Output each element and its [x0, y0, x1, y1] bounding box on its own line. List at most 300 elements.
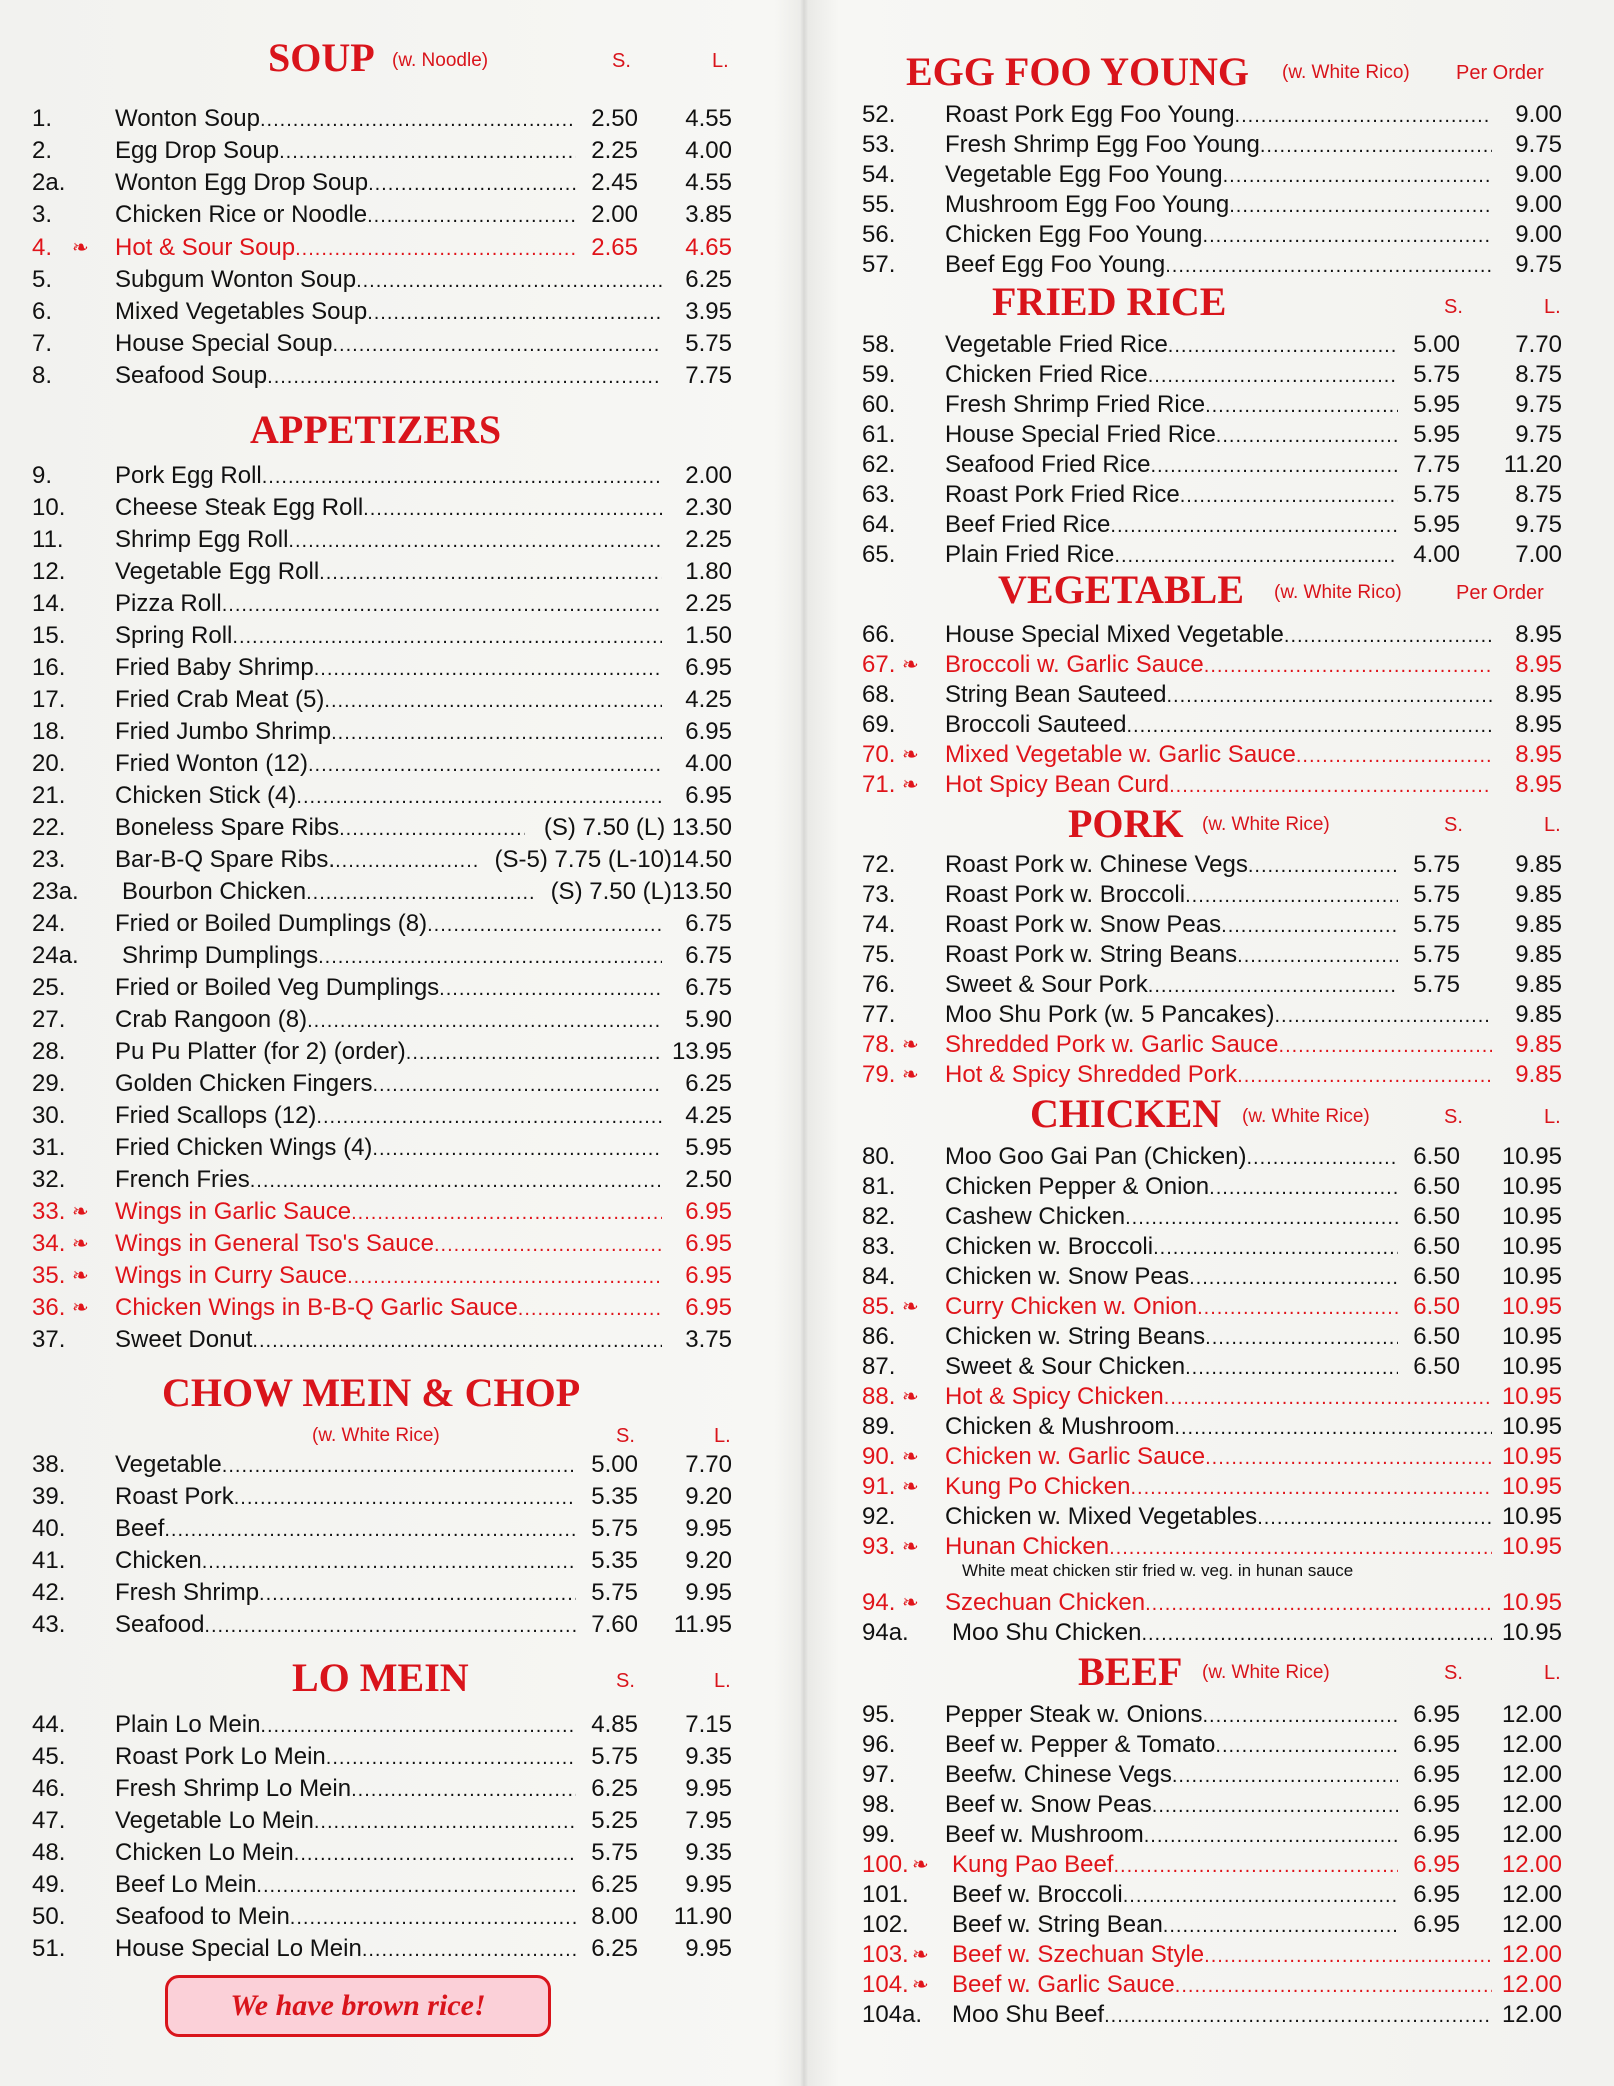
menu-item[interactable]	[862, 1202, 1566, 1232]
menu-item[interactable]	[32, 1069, 732, 1099]
price-large: 9.20	[685, 1547, 732, 1574]
dot-leader	[296, 782, 662, 812]
menu-item[interactable]	[32, 1546, 732, 1576]
item-name-line	[115, 1261, 662, 1292]
menu-item[interactable]	[862, 1142, 1566, 1172]
item-name: Beef w. Pepper & Tomato	[945, 1731, 1216, 1758]
chili-pepper-icon: ❧	[912, 1974, 929, 1996]
menu-item[interactable]	[32, 1325, 732, 1355]
menu-item[interactable]	[862, 1030, 1566, 1060]
price: 12.00	[1501, 1941, 1562, 1968]
menu-item[interactable]	[862, 1382, 1566, 1412]
item-name: Vegetable Egg Roll	[115, 558, 320, 585]
size-small-label: S.	[1444, 1106, 1463, 1128]
price-small: 7.60	[591, 1611, 638, 1638]
dot-leader	[1279, 1031, 1492, 1061]
item-number: 98.	[862, 1791, 896, 1818]
price-large: 10.95	[1501, 1353, 1562, 1380]
menu-item[interactable]	[32, 104, 732, 134]
price: 9.75	[1515, 131, 1562, 158]
item-name: Fried Jumbo Shrimp	[115, 718, 332, 745]
item-number: 86.	[862, 1323, 896, 1350]
menu-item[interactable]	[862, 100, 1566, 130]
price-small: 6.50	[1413, 1263, 1460, 1290]
menu-item[interactable]	[32, 941, 732, 971]
item-number: 94.	[862, 1589, 896, 1616]
menu-item[interactable]	[862, 160, 1566, 190]
menu-item[interactable]	[862, 650, 1566, 680]
item-name: French Fries	[115, 1166, 250, 1193]
item-name: Chicken w. Snow Peas	[945, 1263, 1190, 1290]
menu-item[interactable]	[32, 1261, 732, 1291]
menu-item[interactable]	[32, 1165, 732, 1195]
dot-leader	[308, 750, 662, 780]
item-name-line	[952, 1910, 1398, 1941]
size-small-label: S.	[616, 1670, 635, 1692]
item-name: Beef w. Broccoli	[952, 1881, 1123, 1908]
price-small: 6.95	[1413, 1701, 1460, 1728]
item-name-line	[945, 650, 1492, 681]
item-number: 56.	[862, 221, 896, 248]
menu-item[interactable]	[32, 557, 732, 587]
menu-item[interactable]	[862, 1820, 1566, 1850]
price: 10.95	[1501, 1619, 1562, 1646]
item-name: Chicken & Mushroom	[945, 1413, 1175, 1440]
menu-item[interactable]	[862, 1262, 1566, 1292]
item-name: Beef w. Snow Peas	[945, 1791, 1152, 1818]
menu-item[interactable]	[32, 749, 732, 779]
item-name: Mixed Vegetables Soup	[115, 298, 368, 325]
menu-item[interactable]	[862, 540, 1566, 570]
item-name: Kung Po Chicken	[945, 1473, 1131, 1500]
menu-item[interactable]	[32, 1229, 732, 1259]
dot-leader	[1215, 1731, 1398, 1761]
item-name-line	[945, 420, 1398, 451]
item-name-line	[115, 1578, 576, 1609]
section-title: VEGETABLE	[998, 567, 1244, 612]
menu-item[interactable]	[32, 361, 732, 391]
item-name: Sweet & Sour Chicken	[945, 1353, 1186, 1380]
price: 5.95	[685, 1134, 732, 1161]
dot-leader	[1169, 771, 1492, 801]
price-large: 10.95	[1501, 1293, 1562, 1320]
dot-leader	[290, 1903, 576, 1933]
menu-item[interactable]	[32, 845, 732, 875]
item-name: Seafood Fried Rice	[945, 451, 1151, 478]
menu-item[interactable]	[32, 1934, 732, 1964]
page-fold	[800, 0, 808, 2086]
dot-leader	[222, 1451, 576, 1481]
item-number: 43.	[32, 1611, 66, 1638]
item-number: 89.	[862, 1413, 896, 1440]
item-number: 20.	[32, 750, 66, 777]
item-number: 44.	[32, 1711, 66, 1738]
menu-item[interactable]	[862, 450, 1566, 480]
menu-item[interactable]	[32, 136, 732, 166]
menu-item[interactable]	[32, 813, 732, 843]
item-number: 104a.	[862, 2001, 923, 2028]
item-name-line	[945, 1352, 1398, 1383]
item-name-line	[115, 1229, 662, 1260]
price-large: 9.20	[685, 1483, 732, 1510]
item-number: 72.	[862, 851, 896, 878]
item-number: 2.	[32, 137, 53, 164]
menu-item[interactable]	[32, 781, 732, 811]
section-note: (w. White Rico)	[1274, 582, 1402, 603]
item-name-line	[115, 557, 662, 588]
item-number: 37.	[32, 1326, 66, 1353]
item-number: 83.	[862, 1233, 896, 1260]
item-number: 6.	[32, 298, 53, 325]
section-note: (w. Noodle)	[392, 50, 489, 71]
menu-item[interactable]	[32, 1037, 732, 1067]
item-number: 48.	[32, 1839, 66, 1866]
price-small: 6.95	[1413, 1791, 1460, 1818]
item-name: Shrimp Egg Roll	[115, 526, 289, 553]
item-name: Roast Pork	[115, 1483, 234, 1510]
chili-pepper-icon: ❧	[902, 1034, 919, 1056]
item-name: Roast Pork Fried Rice	[945, 481, 1180, 508]
menu-item[interactable]	[862, 620, 1566, 650]
item-name: Chicken Pepper & Onion	[945, 1173, 1210, 1200]
dot-leader	[1126, 711, 1492, 741]
menu-item[interactable]	[862, 1532, 1566, 1562]
menu-item[interactable]	[32, 1838, 732, 1868]
price-large: 10.95	[1501, 1233, 1562, 1260]
item-name: Roast Pork w. Chinese Vegs	[945, 851, 1248, 878]
item-name: Sweet & Sour Pork	[945, 971, 1148, 998]
menu-item[interactable]	[862, 1060, 1566, 1090]
price-small: 2.50	[591, 105, 638, 132]
dot-leader	[1235, 101, 1492, 131]
menu-item[interactable]	[862, 1850, 1566, 1880]
item-name-line	[945, 1588, 1492, 1619]
menu-item[interactable]	[862, 420, 1566, 450]
item-name: Chicken w. String Beans	[945, 1323, 1206, 1350]
menu-item[interactable]	[862, 190, 1566, 220]
item-name-line	[115, 233, 576, 264]
menu-item[interactable]	[32, 1293, 732, 1323]
dot-leader	[331, 718, 662, 748]
menu-item[interactable]	[862, 1412, 1566, 1442]
menu-item[interactable]	[32, 297, 732, 327]
item-number: 52.	[862, 101, 896, 128]
price-small: 5.75	[1413, 941, 1460, 968]
item-name: Roast Pork Egg Foo Young	[945, 101, 1235, 128]
menu-item[interactable]	[862, 1760, 1566, 1790]
item-name: Beef	[115, 1515, 165, 1542]
item-number: 70.	[862, 741, 896, 768]
section-header-soup	[32, 35, 732, 80]
menu-item[interactable]	[862, 330, 1566, 360]
menu-item[interactable]	[32, 525, 732, 555]
price-small: 6.50	[1413, 1353, 1460, 1380]
dot-leader	[372, 1070, 662, 1100]
price-small: 6.50	[1413, 1293, 1460, 1320]
menu-item[interactable]	[32, 265, 732, 295]
item-name: Plain Lo Mein	[115, 1711, 261, 1738]
menu-item[interactable]	[862, 1730, 1566, 1760]
item-name-line	[945, 1172, 1398, 1203]
menu-item[interactable]	[862, 1172, 1566, 1202]
price-large: 9.95	[685, 1775, 732, 1802]
section-title: PORK	[1068, 801, 1184, 846]
item-number: 42.	[32, 1579, 66, 1606]
item-number: 35.	[32, 1262, 66, 1289]
item-name-line	[115, 1710, 576, 1741]
menu-item[interactable]	[32, 1133, 732, 1163]
dot-leader	[256, 1871, 576, 1901]
chili-pepper-icon: ❧	[72, 1297, 89, 1319]
menu-item[interactable]	[32, 1197, 732, 1227]
item-name: Fried Baby Shrimp	[115, 654, 314, 681]
menu-item[interactable]	[862, 1880, 1566, 1910]
price-small: 5.75	[1413, 881, 1460, 908]
item-name: Moo Goo Gai Pan (Chicken)	[945, 1143, 1247, 1170]
item-number: 34.	[32, 1230, 66, 1257]
menu-item[interactable]	[32, 233, 732, 263]
menu-item[interactable]	[32, 168, 732, 198]
item-name: House Special Soup	[115, 330, 333, 357]
dot-leader	[1257, 1503, 1492, 1533]
item-number: 79.	[862, 1061, 896, 1088]
price-large: 9.85	[1515, 941, 1562, 968]
item-name-line	[115, 973, 662, 1004]
item-number: 62.	[862, 451, 896, 478]
menu-item[interactable]	[862, 1352, 1566, 1382]
menu-item[interactable]	[862, 220, 1566, 250]
item-number: 1.	[32, 105, 53, 132]
menu-item[interactable]	[862, 1000, 1566, 1030]
menu-item[interactable]	[862, 1472, 1566, 1502]
size-small-label: S.	[1444, 296, 1463, 318]
item-name-line	[115, 1101, 662, 1132]
price-large: 7.00	[1515, 541, 1562, 568]
section-note: (w. White Rico)	[1282, 62, 1410, 83]
dot-leader	[294, 1839, 576, 1869]
price-small: 6.95	[1413, 1821, 1460, 1848]
size-large-label: L.	[712, 50, 729, 72]
item-number: 71.	[862, 771, 896, 798]
dot-leader	[367, 298, 662, 328]
menu-item[interactable]	[32, 653, 732, 683]
dot-leader	[252, 1326, 662, 1356]
menu-item[interactable]	[862, 1502, 1566, 1532]
price-large: 10.95	[1501, 1203, 1562, 1230]
item-number: 76.	[862, 971, 896, 998]
menu-item[interactable]	[32, 589, 732, 619]
price-large: 10.95	[1501, 1323, 1562, 1350]
item-name-line	[122, 941, 662, 972]
item-number: 80.	[862, 1143, 896, 1170]
menu-item[interactable]	[862, 880, 1566, 910]
menu-item[interactable]	[862, 1940, 1566, 1970]
menu-item[interactable]	[862, 970, 1566, 1000]
price-small: 5.00	[591, 1451, 638, 1478]
menu-item[interactable]	[32, 1482, 732, 1512]
menu-item[interactable]	[32, 461, 732, 491]
price-large: 7.70	[685, 1451, 732, 1478]
item-number: 5.	[32, 266, 53, 293]
item-name-line	[115, 1774, 576, 1805]
menu-item[interactable]	[862, 360, 1566, 390]
price: 8.95	[1515, 621, 1562, 648]
item-name: Wonton Soup	[115, 105, 260, 132]
menu-item[interactable]	[32, 1450, 732, 1480]
dot-leader	[202, 1547, 576, 1577]
price: 8.95	[1515, 741, 1562, 768]
menu-item[interactable]	[862, 680, 1566, 710]
item-name: Roast Pork w. Snow Peas	[945, 911, 1222, 938]
menu-item[interactable]	[862, 1790, 1566, 1820]
price-large: 9.95	[685, 1579, 732, 1606]
menu-item[interactable]	[32, 1710, 732, 1740]
item-name-line	[945, 160, 1492, 191]
item-name: Bar-B-Q Spare Ribs.	[115, 846, 336, 873]
price: 2.00	[685, 462, 732, 489]
price-small: 5.75	[591, 1579, 638, 1606]
menu-item[interactable]	[32, 1610, 732, 1640]
item-name-line	[115, 200, 576, 231]
menu-item[interactable]	[32, 877, 732, 907]
menu-item[interactable]	[862, 130, 1566, 160]
item-name: House Special Lo Mein	[115, 1935, 362, 1962]
item-number: 10.	[32, 494, 66, 521]
menu-item[interactable]	[862, 1322, 1566, 1352]
price-large: 4.55	[685, 105, 732, 132]
item-name: Hunan Chicken	[945, 1533, 1110, 1560]
section-title: BEEF	[1078, 1649, 1183, 1694]
item-name: Beef Egg Foo Young	[945, 251, 1166, 278]
item-number: 2a.	[32, 169, 66, 196]
item-number: 9.	[32, 462, 53, 489]
item-name-line	[115, 1934, 576, 1965]
dot-leader	[1197, 1293, 1398, 1323]
menu-item[interactable]	[862, 250, 1566, 280]
price-large: 9.85	[1515, 881, 1562, 908]
menu-item[interactable]	[32, 1101, 732, 1131]
menu-item[interactable]	[32, 1902, 732, 1932]
price: 9.00	[1515, 191, 1562, 218]
item-number: 36.	[32, 1294, 66, 1321]
menu-item[interactable]	[862, 390, 1566, 420]
menu-item[interactable]	[862, 1588, 1566, 1618]
menu-item[interactable]	[32, 1742, 732, 1772]
menu-item[interactable]	[862, 710, 1566, 740]
menu-item[interactable]	[32, 685, 732, 715]
item-name-line	[115, 589, 662, 620]
menu-item[interactable]	[862, 480, 1566, 510]
menu-item[interactable]	[862, 770, 1566, 800]
price: 10.95	[1501, 1383, 1562, 1410]
menu-item[interactable]	[862, 1910, 1566, 1940]
menu-right-column	[862, 0, 1566, 2086]
dot-leader	[439, 974, 662, 1004]
dot-leader	[1172, 1761, 1398, 1791]
menu-item[interactable]	[862, 1292, 1566, 1322]
price: 6.95	[685, 1230, 732, 1257]
menu-item[interactable]	[862, 910, 1566, 940]
menu-item[interactable]	[32, 1578, 732, 1608]
price: 8.95	[1515, 771, 1562, 798]
dot-leader	[259, 1579, 576, 1609]
menu-left-column	[32, 0, 732, 2086]
item-name: Roast Pork Lo Mein	[115, 1743, 326, 1770]
menu-item[interactable]	[32, 1870, 732, 1900]
item-number: 15.	[32, 622, 66, 649]
menu-item[interactable]	[32, 717, 732, 747]
item-name: Chicken Rice or Noodle	[115, 201, 368, 228]
price-large: 12.00	[1501, 1731, 1562, 1758]
item-name-line	[952, 1880, 1398, 1911]
dot-leader	[1237, 941, 1398, 971]
menu-item[interactable]	[32, 200, 732, 230]
item-name: Pork Egg Roll	[115, 462, 262, 489]
size-large-label: Per Order	[1456, 582, 1544, 604]
item-number: 50.	[32, 1903, 66, 1930]
menu-item[interactable]	[862, 1442, 1566, 1472]
price-small: 2.00	[591, 201, 638, 228]
price: 6.95	[685, 782, 732, 809]
menu-item[interactable]	[32, 621, 732, 651]
menu-item[interactable]	[32, 1514, 732, 1544]
menu-item[interactable]	[32, 1005, 732, 1035]
dot-leader	[319, 558, 662, 588]
item-name-line	[945, 130, 1492, 161]
item-number: 68.	[862, 681, 896, 708]
menu-item[interactable]	[862, 1618, 1566, 1648]
price-small: 5.95	[1413, 511, 1460, 538]
menu-item[interactable]	[862, 2000, 1566, 2030]
item-name: Fried Chicken Wings (4)	[115, 1134, 373, 1161]
item-number: 47.	[32, 1807, 66, 1834]
dot-leader	[1237, 1061, 1492, 1091]
menu-item[interactable]	[862, 510, 1566, 540]
item-name: Seafood	[115, 1611, 205, 1638]
menu-item[interactable]	[862, 740, 1566, 770]
item-name-line	[122, 877, 537, 908]
dot-leader	[1163, 1911, 1398, 1941]
menu-item[interactable]	[862, 940, 1566, 970]
dot-leader	[279, 137, 576, 167]
item-name: Curry Chicken w. Onion	[945, 1293, 1198, 1320]
menu-item[interactable]	[32, 909, 732, 939]
size-large-label: L.	[1544, 814, 1561, 836]
price: 6.95	[685, 1294, 732, 1321]
item-name: Szechuan Chicken	[945, 1589, 1146, 1616]
menu-item[interactable]	[32, 973, 732, 1003]
item-number: 103.	[862, 1941, 909, 1968]
menu-item[interactable]	[862, 1232, 1566, 1262]
dot-leader	[372, 1134, 662, 1164]
item-name: Chicken Egg Foo Young	[945, 221, 1203, 248]
menu-item[interactable]	[32, 493, 732, 523]
item-name-line	[115, 621, 662, 652]
menu-item[interactable]	[32, 329, 732, 359]
item-name: Spring Roll	[115, 622, 233, 649]
menu-item[interactable]	[862, 1970, 1566, 2000]
menu-item[interactable]	[862, 850, 1566, 880]
price: 6.95	[685, 654, 732, 681]
item-name: House Special Mixed Vegetable	[945, 621, 1284, 648]
menu-item[interactable]	[32, 1774, 732, 1804]
item-name-line	[945, 1292, 1398, 1323]
item-name: Moo Shu Chicken	[952, 1619, 1142, 1646]
menu-item[interactable]	[862, 1700, 1566, 1730]
menu-item[interactable]	[32, 1806, 732, 1836]
price: 6.95	[685, 1262, 732, 1289]
item-name-line	[945, 1532, 1492, 1563]
